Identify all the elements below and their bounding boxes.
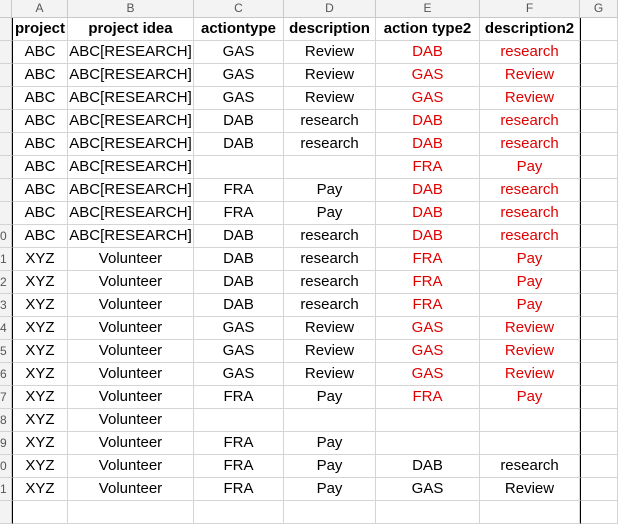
cell-description[interactable]: Pay	[284, 179, 376, 202]
cell-description[interactable]: research	[284, 225, 376, 248]
cell-actiontype[interactable]: DAB	[194, 248, 284, 271]
cell-actiontype[interactable]: FRA	[194, 179, 284, 202]
cell-description2[interactable]	[480, 409, 580, 432]
cell-description2[interactable]: Pay	[480, 156, 580, 179]
row-number[interactable]: 0	[0, 455, 12, 478]
table-row	[0, 294, 618, 317]
row-number[interactable]	[0, 18, 12, 41]
cell-actiontype[interactable]: DAB	[194, 271, 284, 294]
header-cell-action-type2[interactable]: action type2	[376, 18, 480, 41]
column-header-e[interactable]: E	[376, 0, 480, 18]
cell-project[interactable]: XYZ	[12, 478, 68, 501]
cell-project-idea[interactable]: Volunteer	[68, 432, 194, 455]
cell-actiontype[interactable]: DAB	[194, 225, 284, 248]
table-row	[0, 409, 618, 432]
cell-action-type2[interactable]: FRA	[376, 386, 480, 409]
cell-actiontype[interactable]: FRA	[194, 202, 284, 225]
cell-project-idea[interactable]: Volunteer	[68, 271, 194, 294]
cell-description[interactable]: research	[284, 294, 376, 317]
cell-actiontype[interactable]: GAS	[194, 363, 284, 386]
cell-project[interactable]: XYZ	[12, 386, 68, 409]
cell-actiontype[interactable]: GAS	[194, 87, 284, 110]
cell-project[interactable]: ABC	[12, 87, 68, 110]
cell-g[interactable]	[580, 340, 618, 363]
cell-description2[interactable]	[480, 432, 580, 455]
cell-description2[interactable]: Review	[480, 478, 580, 501]
cell-project[interactable]: XYZ	[12, 317, 68, 340]
cell-project[interactable]: XYZ	[12, 409, 68, 432]
cell-action-type2[interactable]: GAS	[376, 317, 480, 340]
cell-action-type2[interactable]: DAB	[376, 179, 480, 202]
cell-description[interactable]: Pay	[284, 202, 376, 225]
cell-g[interactable]	[580, 225, 618, 248]
row-number[interactable]	[0, 179, 12, 202]
cell-description2[interactable]: research	[480, 455, 580, 478]
cell-action-type2[interactable]: FRA	[376, 271, 480, 294]
cell-action-type2[interactable]: GAS	[376, 363, 480, 386]
cell-description[interactable]: research	[284, 271, 376, 294]
table-row	[0, 41, 618, 64]
cell-action-type2[interactable]: GAS	[376, 478, 480, 501]
cell-description[interactable]: Review	[284, 87, 376, 110]
cell-project-idea[interactable]: ABC[RESEARCH]	[68, 202, 194, 225]
cell-description[interactable]: Review	[284, 64, 376, 87]
cell-g[interactable]	[580, 202, 618, 225]
cell-actiontype[interactable]	[194, 156, 284, 179]
cell-project[interactable]: XYZ	[12, 294, 68, 317]
cell-description[interactable]: Pay	[284, 455, 376, 478]
row-number[interactable]	[0, 41, 12, 64]
cell-action-type2[interactable]: GAS	[376, 64, 480, 87]
cell-g[interactable]	[580, 386, 618, 409]
table-row	[0, 271, 618, 294]
cell-project-idea[interactable]: Volunteer	[68, 455, 194, 478]
cell-description2[interactable]: research	[480, 110, 580, 133]
cell-g[interactable]	[580, 478, 618, 501]
column-header-f[interactable]: F	[480, 0, 580, 18]
cell-project-idea[interactable]: Volunteer	[68, 363, 194, 386]
cell-g[interactable]	[580, 432, 618, 455]
cell-project[interactable]: ABC	[12, 202, 68, 225]
row-number[interactable]	[0, 87, 12, 110]
cell-g[interactable]	[580, 87, 618, 110]
cell-g[interactable]	[580, 110, 618, 133]
cell-description[interactable]: Review	[284, 340, 376, 363]
cell-g[interactable]	[580, 271, 618, 294]
table-row	[0, 179, 618, 202]
table-row	[0, 455, 618, 478]
row-number[interactable]: 3	[0, 294, 12, 317]
cell-project-idea[interactable]: Volunteer	[68, 386, 194, 409]
cell-project[interactable]: XYZ	[12, 432, 68, 455]
cell-actiontype[interactable]: DAB	[194, 133, 284, 156]
column-header-d[interactable]: D	[284, 0, 376, 18]
table-row	[0, 248, 618, 271]
row-number[interactable]	[0, 156, 12, 179]
cell-action-type2[interactable]: FRA	[376, 294, 480, 317]
cell-description2[interactable]: research	[480, 225, 580, 248]
cell-project-idea[interactable]: Volunteer	[68, 248, 194, 271]
table-row	[0, 432, 618, 455]
cell-actiontype[interactable]: DAB	[194, 110, 284, 133]
cell-description[interactable]: Pay	[284, 432, 376, 455]
cell-project[interactable]: XYZ	[12, 363, 68, 386]
cell-action-type2[interactable]: DAB	[376, 41, 480, 64]
cell-project[interactable]: XYZ	[12, 271, 68, 294]
table-row	[0, 64, 618, 87]
cell-grid	[0, 18, 618, 524]
table-row	[0, 156, 618, 179]
cell-g[interactable]	[580, 363, 618, 386]
row-number[interactable]: 9	[0, 432, 12, 455]
column-header-c[interactable]: C	[194, 0, 284, 18]
table-row	[0, 87, 618, 110]
cell-project[interactable]: ABC	[12, 156, 68, 179]
cell-description2[interactable]: Review	[480, 340, 580, 363]
row-number[interactable]: 1	[0, 478, 12, 501]
cell-action-type2[interactable]: DAB	[376, 225, 480, 248]
cell-project-idea[interactable]: ABC[RESEARCH]	[68, 41, 194, 64]
cell-actiontype[interactable]: GAS	[194, 64, 284, 87]
header-cell-project-idea[interactable]: project idea	[68, 18, 194, 41]
cell-description2[interactable]: Review	[480, 64, 580, 87]
cell-action-type2[interactable]: DAB	[376, 455, 480, 478]
cell-description2[interactable]: Review	[480, 363, 580, 386]
cell-description2[interactable]: Pay	[480, 386, 580, 409]
cell-project[interactable]: ABC	[12, 225, 68, 248]
cell-description2[interactable]: Pay	[480, 271, 580, 294]
row-number[interactable]: 2	[0, 271, 12, 294]
cell-project[interactable]: ABC	[12, 133, 68, 156]
row-number[interactable]: 8	[0, 409, 12, 432]
cell-description2[interactable]: research	[480, 179, 580, 202]
column-header-bar	[0, 0, 618, 18]
cell-actiontype[interactable]: GAS	[194, 340, 284, 363]
cell-project-idea[interactable]: Volunteer	[68, 340, 194, 363]
row-number[interactable]: 5	[0, 340, 12, 363]
header-row	[0, 18, 618, 41]
cell-project-idea[interactable]: ABC[RESEARCH]	[68, 133, 194, 156]
row-number[interactable]: 1	[0, 248, 12, 271]
cell-g[interactable]	[580, 409, 618, 432]
cell-actiontype[interactable]: DAB	[194, 294, 284, 317]
table-row	[0, 478, 618, 501]
cell-project-idea[interactable]: ABC[RESEARCH]	[68, 64, 194, 87]
cell-project[interactable]: ABC	[12, 41, 68, 64]
cell-project[interactable]: XYZ	[12, 455, 68, 478]
cell-description[interactable]: research	[284, 110, 376, 133]
cell-description[interactable]: Pay	[284, 386, 376, 409]
row-number[interactable]: 4	[0, 317, 12, 340]
cell-project-idea[interactable]: ABC[RESEARCH]	[68, 179, 194, 202]
header-cell-actiontype[interactable]: actiontype	[194, 18, 284, 41]
cell-project-idea[interactable]: Volunteer	[68, 478, 194, 501]
cell-project-idea[interactable]: Volunteer	[68, 317, 194, 340]
cell-project-idea[interactable]: ABC[RESEARCH]	[68, 156, 194, 179]
row-number[interactable]	[0, 64, 12, 87]
cell-g[interactable]	[580, 455, 618, 478]
table-row	[0, 225, 618, 248]
cell-action-type2[interactable]: DAB	[376, 133, 480, 156]
cell-actiontype[interactable]: GAS	[194, 41, 284, 64]
table-row	[0, 363, 618, 386]
cell-project-idea[interactable]: ABC[RESEARCH]	[68, 225, 194, 248]
cell-g[interactable]	[580, 18, 618, 41]
cell-actiontype[interactable]: FRA	[194, 455, 284, 478]
cell-action-type2[interactable]: DAB	[376, 202, 480, 225]
cell-description[interactable]: Review	[284, 363, 376, 386]
cell-actiontype[interactable]: FRA	[194, 478, 284, 501]
cell-action-type2[interactable]	[376, 409, 480, 432]
cell-actiontype[interactable]: FRA	[194, 386, 284, 409]
cell-actiontype[interactable]: FRA	[194, 432, 284, 455]
cell-description[interactable]: Review	[284, 317, 376, 340]
table-row	[0, 133, 618, 156]
row-number[interactable]: 7	[0, 386, 12, 409]
cell-description2[interactable]: research	[480, 133, 580, 156]
cell-g[interactable]	[580, 133, 618, 156]
cell-project-idea[interactable]: Volunteer	[68, 294, 194, 317]
cell-project-idea[interactable]: ABC[RESEARCH]	[68, 87, 194, 110]
cell-action-type2[interactable]: FRA	[376, 156, 480, 179]
cell-description[interactable]: Review	[284, 41, 376, 64]
cell-project[interactable]: XYZ	[12, 340, 68, 363]
cell-project-idea[interactable]: Volunteer	[68, 409, 194, 432]
cell-g[interactable]	[580, 294, 618, 317]
table-row	[0, 386, 618, 409]
row-number[interactable]	[0, 202, 12, 225]
cell-description2[interactable]: research	[480, 202, 580, 225]
column-header-b[interactable]: B	[68, 0, 194, 18]
cell-project[interactable]: XYZ	[12, 248, 68, 271]
cell-g[interactable]	[580, 317, 618, 340]
header-cell-description[interactable]: description	[284, 18, 376, 41]
cell-g[interactable]	[580, 41, 618, 64]
cell-g[interactable]	[580, 156, 618, 179]
cell-g[interactable]	[580, 64, 618, 87]
cell-description[interactable]	[284, 156, 376, 179]
cell-g[interactable]	[580, 248, 618, 271]
cell-description[interactable]: research	[284, 248, 376, 271]
column-header-g[interactable]: G	[580, 0, 618, 18]
row-number[interactable]	[0, 133, 12, 156]
cell-action-type2[interactable]: FRA	[376, 248, 480, 271]
cell-description[interactable]	[284, 409, 376, 432]
cell-action-type2[interactable]: GAS	[376, 340, 480, 363]
column-header-a[interactable]: A	[12, 0, 68, 18]
cell-action-type2[interactable]: GAS	[376, 87, 480, 110]
header-cell-project[interactable]: project	[12, 18, 68, 41]
cell-description2[interactable]: Review	[480, 317, 580, 340]
cell-project[interactable]: ABC	[12, 64, 68, 87]
table-row	[0, 317, 618, 340]
cell-actiontype[interactable]: GAS	[194, 317, 284, 340]
cell-project[interactable]: ABC	[12, 179, 68, 202]
table-row	[0, 340, 618, 363]
cell-action-type2[interactable]	[376, 432, 480, 455]
cell-g[interactable]	[580, 179, 618, 202]
select-all-corner[interactable]	[0, 0, 12, 18]
row-number[interactable]: 6	[0, 363, 12, 386]
cell-description2[interactable]: Pay	[480, 248, 580, 271]
cell-actiontype[interactable]	[194, 409, 284, 432]
cell-description2[interactable]: Pay	[480, 294, 580, 317]
table-row	[0, 110, 618, 133]
row-number[interactable]	[0, 110, 12, 133]
cell-description[interactable]: Pay	[284, 478, 376, 501]
cell-project-idea[interactable]: ABC[RESEARCH]	[68, 110, 194, 133]
cell-description2[interactable]: Review	[480, 87, 580, 110]
cell-action-type2[interactable]: DAB	[376, 110, 480, 133]
cell-project[interactable]: ABC	[12, 110, 68, 133]
table-row	[0, 202, 618, 225]
header-cell-description2[interactable]: description2	[480, 18, 580, 41]
cell-description[interactable]: research	[284, 133, 376, 156]
row-number[interactable]: 0	[0, 225, 12, 248]
cell-description2[interactable]: research	[480, 41, 580, 64]
